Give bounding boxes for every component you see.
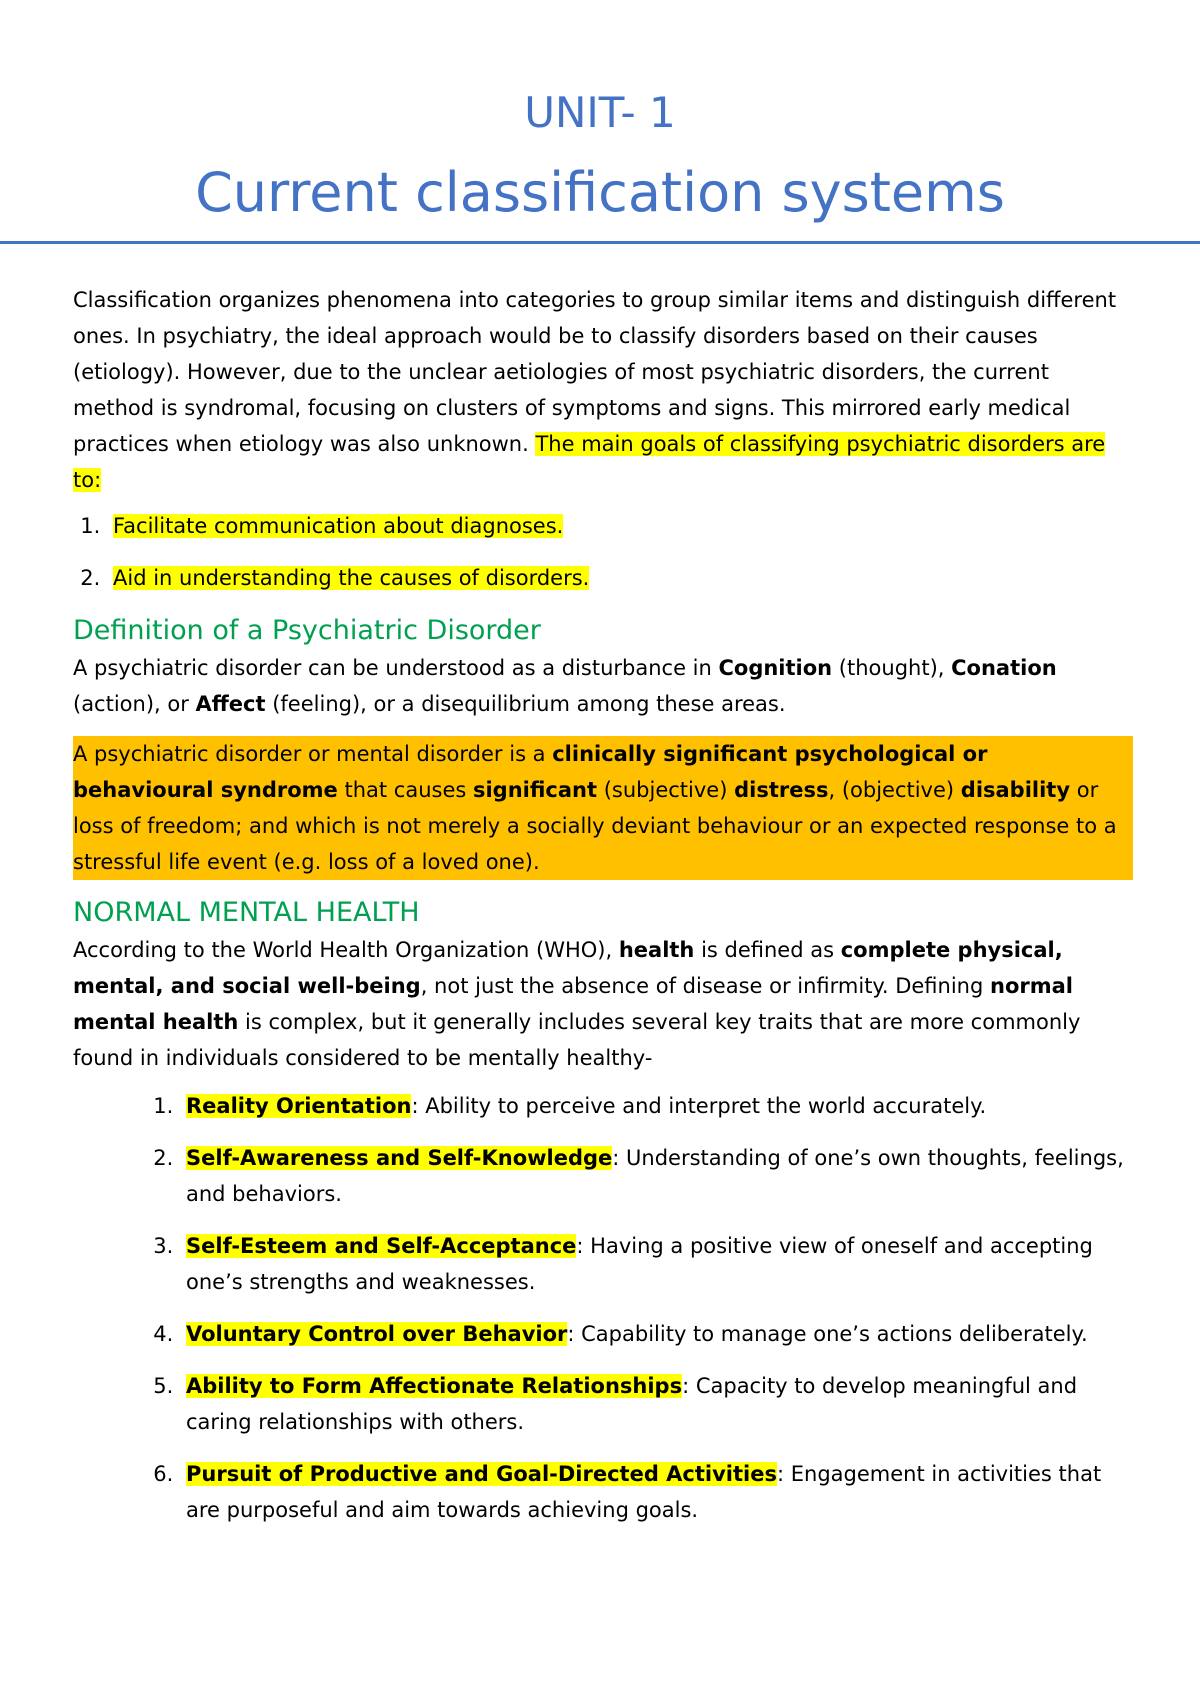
- list-item: [180, 1316, 1133, 1352]
- normal-text: , not just the absence of disease or infirmity. Defining: [420, 974, 990, 998]
- trait-desc: : Having a positive view of oneself and accepting one’s strengths and weaknesses.: [186, 1234, 1093, 1294]
- trait-desc: : Capability to manage one’s actions deliberately.: [567, 1322, 1088, 1346]
- intro-text: Classification organizes phenomena into categories to group similar items and distinguish different ones. In psychiatry, the ideal approach would be to classify disorders based on their causes (etiology). However, due to the unclear aetiologies of most psychiatric disorders, the current method is syndromal, focusing on clusters of symptoms and signs. This mirrored early medical practices when etiology was also unknown.: [73, 288, 1117, 456]
- term-normal-mental-health: normal mental health: [73, 974, 1073, 1034]
- trait-desc: : Ability to perceive and interpret the world accurately.: [411, 1094, 987, 1118]
- document-body: [73, 282, 1133, 1544]
- callout-text: , (objective): [828, 778, 961, 802]
- callout-term: distress: [734, 778, 829, 802]
- normal-text: is defined as: [694, 938, 841, 962]
- normal-health-paragraph: [73, 932, 1133, 1076]
- goal-text: Facilitate communication about diagnoses.: [113, 514, 564, 538]
- list-item: [180, 1088, 1133, 1124]
- callout-term: disability: [960, 778, 1071, 802]
- term-complete-wellbeing: complete physical, mental, and social well-being: [73, 938, 1063, 998]
- definition-text: (feeling), or a disequilibrium among these areas.: [265, 692, 786, 716]
- callout-text: or loss of freedom; and which is not merely a socially deviant behaviour or an expected response to a stressful life event (e.g. loss of a loved one).: [73, 778, 1117, 874]
- list-item: [180, 1140, 1133, 1212]
- trait-name: Reality Orientation: [186, 1094, 412, 1118]
- definition-heading: Definition of a Psychiatric Disorder: [73, 615, 541, 646]
- normal-text: According to the World Health Organization (WHO),: [73, 938, 619, 962]
- normal-health-heading: NORMAL MENTAL HEALTH: [73, 897, 420, 928]
- trait-desc: : Capacity to develop meaningful and caring relationships with others.: [186, 1374, 1078, 1434]
- definition-paragraph: [73, 650, 1133, 722]
- unit-label: UNIT- 1: [524, 88, 676, 137]
- intro-paragraph: [73, 282, 1133, 498]
- title-divider: [0, 241, 1200, 244]
- goals-list: [73, 508, 1133, 596]
- trait-desc: : Understanding of one’s own thoughts, feelings, and behaviors.: [186, 1146, 1124, 1206]
- traits-list: [73, 1088, 1133, 1528]
- term-health: health: [618, 938, 695, 962]
- term-conation: Conation: [951, 656, 1057, 680]
- definition-text: (action), or: [73, 692, 196, 716]
- page-title: Current classification systems: [195, 161, 1005, 224]
- normal-text: is complex, but it generally includes several key traits that are more commonly found in individuals considered to be mentally healthy-: [73, 1010, 1081, 1070]
- trait-name: Ability to Form Affectionate Relationships: [186, 1374, 683, 1398]
- intro-highlight: The main goals of classifying psychiatric disorders are to:: [73, 432, 1106, 492]
- trait-desc: : Engagement in activities that are purposeful and aim towards achieving goals.: [186, 1462, 1102, 1522]
- list-item: [180, 1368, 1133, 1440]
- callout-term: clinically significant psychological or behavioural syndrome: [73, 742, 988, 802]
- definition-text: (thought),: [832, 656, 952, 680]
- callout-text: A psychiatric disorder or mental disorder is a: [73, 742, 553, 766]
- list-item: [180, 1228, 1133, 1300]
- callout-text: that causes: [337, 778, 473, 802]
- trait-name: Pursuit of Productive and Goal-Directed Activities: [186, 1462, 777, 1486]
- trait-name: Self-Awareness and Self-Knowledge: [186, 1146, 613, 1170]
- list-item: [180, 1456, 1133, 1528]
- trait-name: Self-Esteem and Self-Acceptance: [186, 1234, 577, 1258]
- term-cognition: Cognition: [718, 656, 833, 680]
- trait-name: Voluntary Control over Behavior: [186, 1322, 568, 1346]
- callout-term: significant: [472, 778, 598, 802]
- goal-text: Aid in understanding the causes of disorders.: [113, 566, 590, 590]
- definition-callout: [73, 736, 1133, 880]
- list-item: [107, 560, 1133, 596]
- definition-text: A psychiatric disorder can be understood as a disturbance in: [73, 656, 719, 680]
- term-affect: Affect: [195, 692, 266, 716]
- list-item: [107, 508, 1133, 544]
- callout-text: (subjective): [597, 778, 735, 802]
